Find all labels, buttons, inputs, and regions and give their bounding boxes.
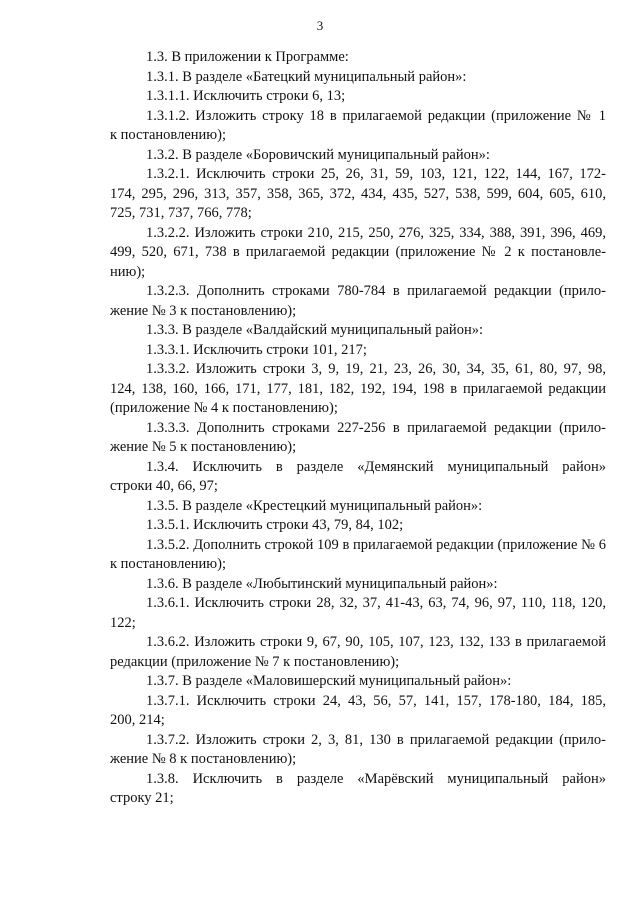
paragraph-line: 1.3.6. В разделе «Любытинский муниципальный район»: [146, 575, 498, 592]
paragraph-line: 1.3.5.1. Исключить строки 43, 79, 84, 102; [146, 517, 404, 533]
paragraph-line: 1.3.6.1. Исключить строки 28, 32, 37, 41-43, 63, 74, 96, 97, 110, 118, 120, [146, 595, 606, 611]
paragraph-line: 1.3.2.2. Изложить строки 210, 215, 250, 276, 325, 334, 388, 391, 396, 469, [146, 224, 606, 241]
paragraph-line: 1.3.4. Исключить в разделе «Демянский муниципальный район» [146, 458, 606, 475]
paragraph-line: 174, 295, 296, 313, 357, 358, 365, 372, 434, 435, 527, 538, 599, 604, 605, 610, [110, 185, 606, 202]
paragraph-line: строку 21; [110, 790, 174, 806]
paragraph-line: 1.3.2. В разделе «Боровичский муниципальный район»: [146, 146, 490, 163]
paragraph-line: 1.3.1.1. Исключить строки 6, 13; [146, 88, 346, 104]
paragraph-line: 499, 520, 671, 738 в прилагаемой редакции (приложение № 2 к постановле- [110, 244, 606, 260]
page-number: 3 [316, 18, 324, 33]
paragraph-line: 1.3.5.2. Дополнить строкой 109 в прилагаемой редакции (приложение № 6 [146, 536, 606, 553]
paragraph-line: 1.3.7.1. Исключить строки 24, 43, 56, 57, 141, 157, 178-180, 184, 185, [146, 692, 606, 709]
paragraph-line: к постановлению); [110, 556, 226, 572]
paragraph-line: 1.3.3.2. Изложить строки 3, 9, 19, 21, 23, 26, 30, 34, 35, 61, 80, 97, 98, [146, 361, 606, 377]
paragraph-line: 1.3.3.1. Исключить строки 101, 217; [146, 341, 367, 358]
paragraph-line: редакции (приложение № 7 к постановлению); [110, 653, 400, 670]
paragraph-line: жение № 8 к постановлению); [110, 751, 297, 767]
paragraph-line: 200, 214; [110, 712, 165, 728]
paragraph-line: 1.3.7.2. Изложить строки 2, 3, 81, 130 в прилагаемой редакции (прило- [146, 731, 606, 748]
paragraph-line: 1.3. В приложении к Программе: [146, 49, 349, 65]
paragraph-line: 1.3.1.2. Изложить строку 18 в прилагаемой редакции (приложение № 1 [146, 107, 606, 124]
paragraph-line: к постановлению); [110, 127, 226, 143]
paragraph-line: 1.3.8. Исключить в разделе «Марёвский муниципальный район» [146, 770, 606, 787]
paragraph-line: 1.3.6.2. Изложить строки 9, 67, 90, 105, 107, 123, 132, 133 в прилагаемой [146, 634, 606, 650]
paragraph-line: 124, 138, 160, 166, 171, 177, 181, 182, 192, 194, 198 в прилагаемой редакции [110, 380, 606, 397]
paragraph-line: 1.3.3. В разделе «Валдайский муниципальный район»: [146, 322, 483, 338]
paragraph-line: 1.3.3.3. Дополнить строками 227-256 в прилагаемой редакции (прило- [146, 419, 606, 436]
paragraph-line: 1.3.2.3. Дополнить строками 780-784 в прилагаемой редакции (прило- [146, 283, 606, 299]
paragraph-line: 1.3.2.1. Исключить строки 25, 26, 31, 59, 103, 121, 122, 144, 167, 172- [146, 166, 606, 182]
paragraph-line: 1.3.7. В разделе «Маловишерский муниципальный район»: [146, 673, 512, 689]
paragraph-line: 1.3.1. В разделе «Батецкий муниципальный район»: [146, 68, 467, 85]
paragraph-line: 122; [110, 614, 136, 631]
paragraph-line: нию); [110, 263, 146, 280]
paragraph-line: жение № 3 к постановлению); [110, 302, 297, 319]
paragraph-line: 725, 731, 737, 766, 778; [110, 205, 252, 221]
paragraph-line: (приложение № 4 к постановлению); [110, 400, 338, 416]
paragraph-line: строки 40, 66, 97; [110, 478, 218, 494]
paragraph-line: жение № 5 к постановлению); [110, 439, 297, 455]
document-body [110, 48, 606, 809]
paragraph-line: 1.3.5. В разделе «Крестецкий муниципальный район»: [146, 497, 483, 514]
